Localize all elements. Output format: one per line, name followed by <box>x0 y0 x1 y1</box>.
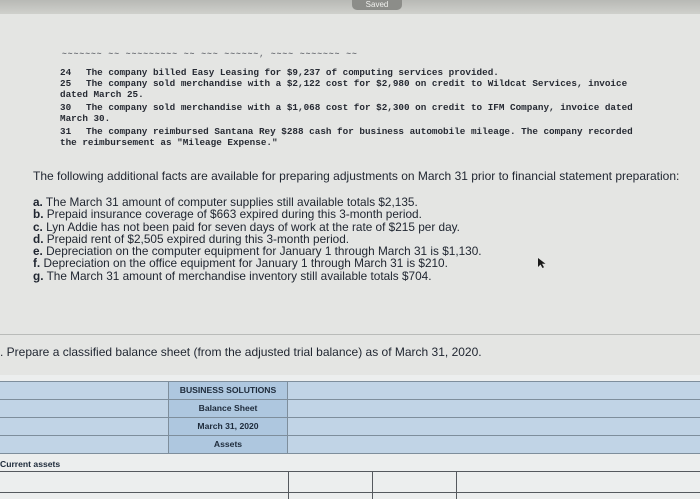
column-line <box>372 471 373 499</box>
header-line <box>0 417 700 418</box>
fact-item: f. Depreciation on the office equipment for January 1 through March 31 is $210. <box>33 256 448 271</box>
header-line <box>0 381 700 382</box>
fact-item: a. The March 31 amount of computer supplies still available totals $2,135. <box>33 195 418 209</box>
company-name: BUSINESS SOLUTIONS <box>179 385 277 395</box>
assets-heading: Assets <box>213 439 243 449</box>
header-line <box>0 435 700 436</box>
question-text: . Prepare a classified balance sheet (from the adjusted trial balance) as of March 31, 2020. <box>0 345 482 359</box>
fact-item: b. Prepaid insurance coverage of $663 expired during this 3-month period. <box>33 207 422 222</box>
row-line <box>0 471 700 472</box>
transaction-24: 24 The company billed Easy Leasing for $9,237 of computing services provided. <box>60 67 499 78</box>
mouse-pointer-icon <box>537 257 547 269</box>
transaction-25: 25 The company sold merchandise with a $2,122 cost for $2,980 on credit to Wildcat Services, invoice <box>60 78 628 89</box>
header-line <box>0 453 700 454</box>
fact-item: e. Depreciation on the computer equipment for January 1 through March 31 is $1,130. <box>33 244 482 259</box>
row-line <box>0 492 700 493</box>
header-line <box>0 399 700 400</box>
facts-list <box>33 196 482 282</box>
fact-item: d. Prepaid rent of $2,505 expired during this 3-month period. <box>33 231 350 246</box>
column-line <box>456 471 457 499</box>
transaction-31-cont: the reimbursement as "Mileage Expense." <box>60 137 278 148</box>
transaction-25-cont: dated March 25. <box>60 89 144 100</box>
current-assets-label: Current assets <box>0 459 61 469</box>
fact-item: g. The March 31 amount of merchandise inventory still available totals $704. <box>33 268 432 283</box>
balance-sheet-table <box>0 375 700 499</box>
transaction-31: 31 The company reimbursed Santana Rey $288 cash for business automobile mileage. The company recorded <box>60 126 633 137</box>
top-bar <box>0 0 700 14</box>
facts-lead: The following additional facts are available for preparing adjustments on March 31 prior to financial statement preparation: <box>33 169 680 183</box>
section-divider <box>0 334 700 335</box>
saved-status-badge: Saved <box>352 0 402 10</box>
column-line <box>288 471 289 499</box>
transaction-30: 30 The company sold merchandise with a $1,068 cost for $2,300 on credit to IFM Company, invoice dated <box>60 102 633 113</box>
transaction-30-cont: March 30. <box>60 113 111 124</box>
problem-content <box>0 14 700 499</box>
cut-off-line: ~~~~~~~ ~~ ~~~~~~~~~ ~~ ~~~ ~~~~~~, ~~~~ ~~~~~~~ ~~ <box>62 50 358 58</box>
fact-item: c. Lyn Addie has not been paid for seven days of work at the rate of $215 per day. <box>33 219 460 234</box>
statement-name: Balance Sheet <box>198 403 258 413</box>
statement-date: March 31, 2020 <box>197 421 259 431</box>
